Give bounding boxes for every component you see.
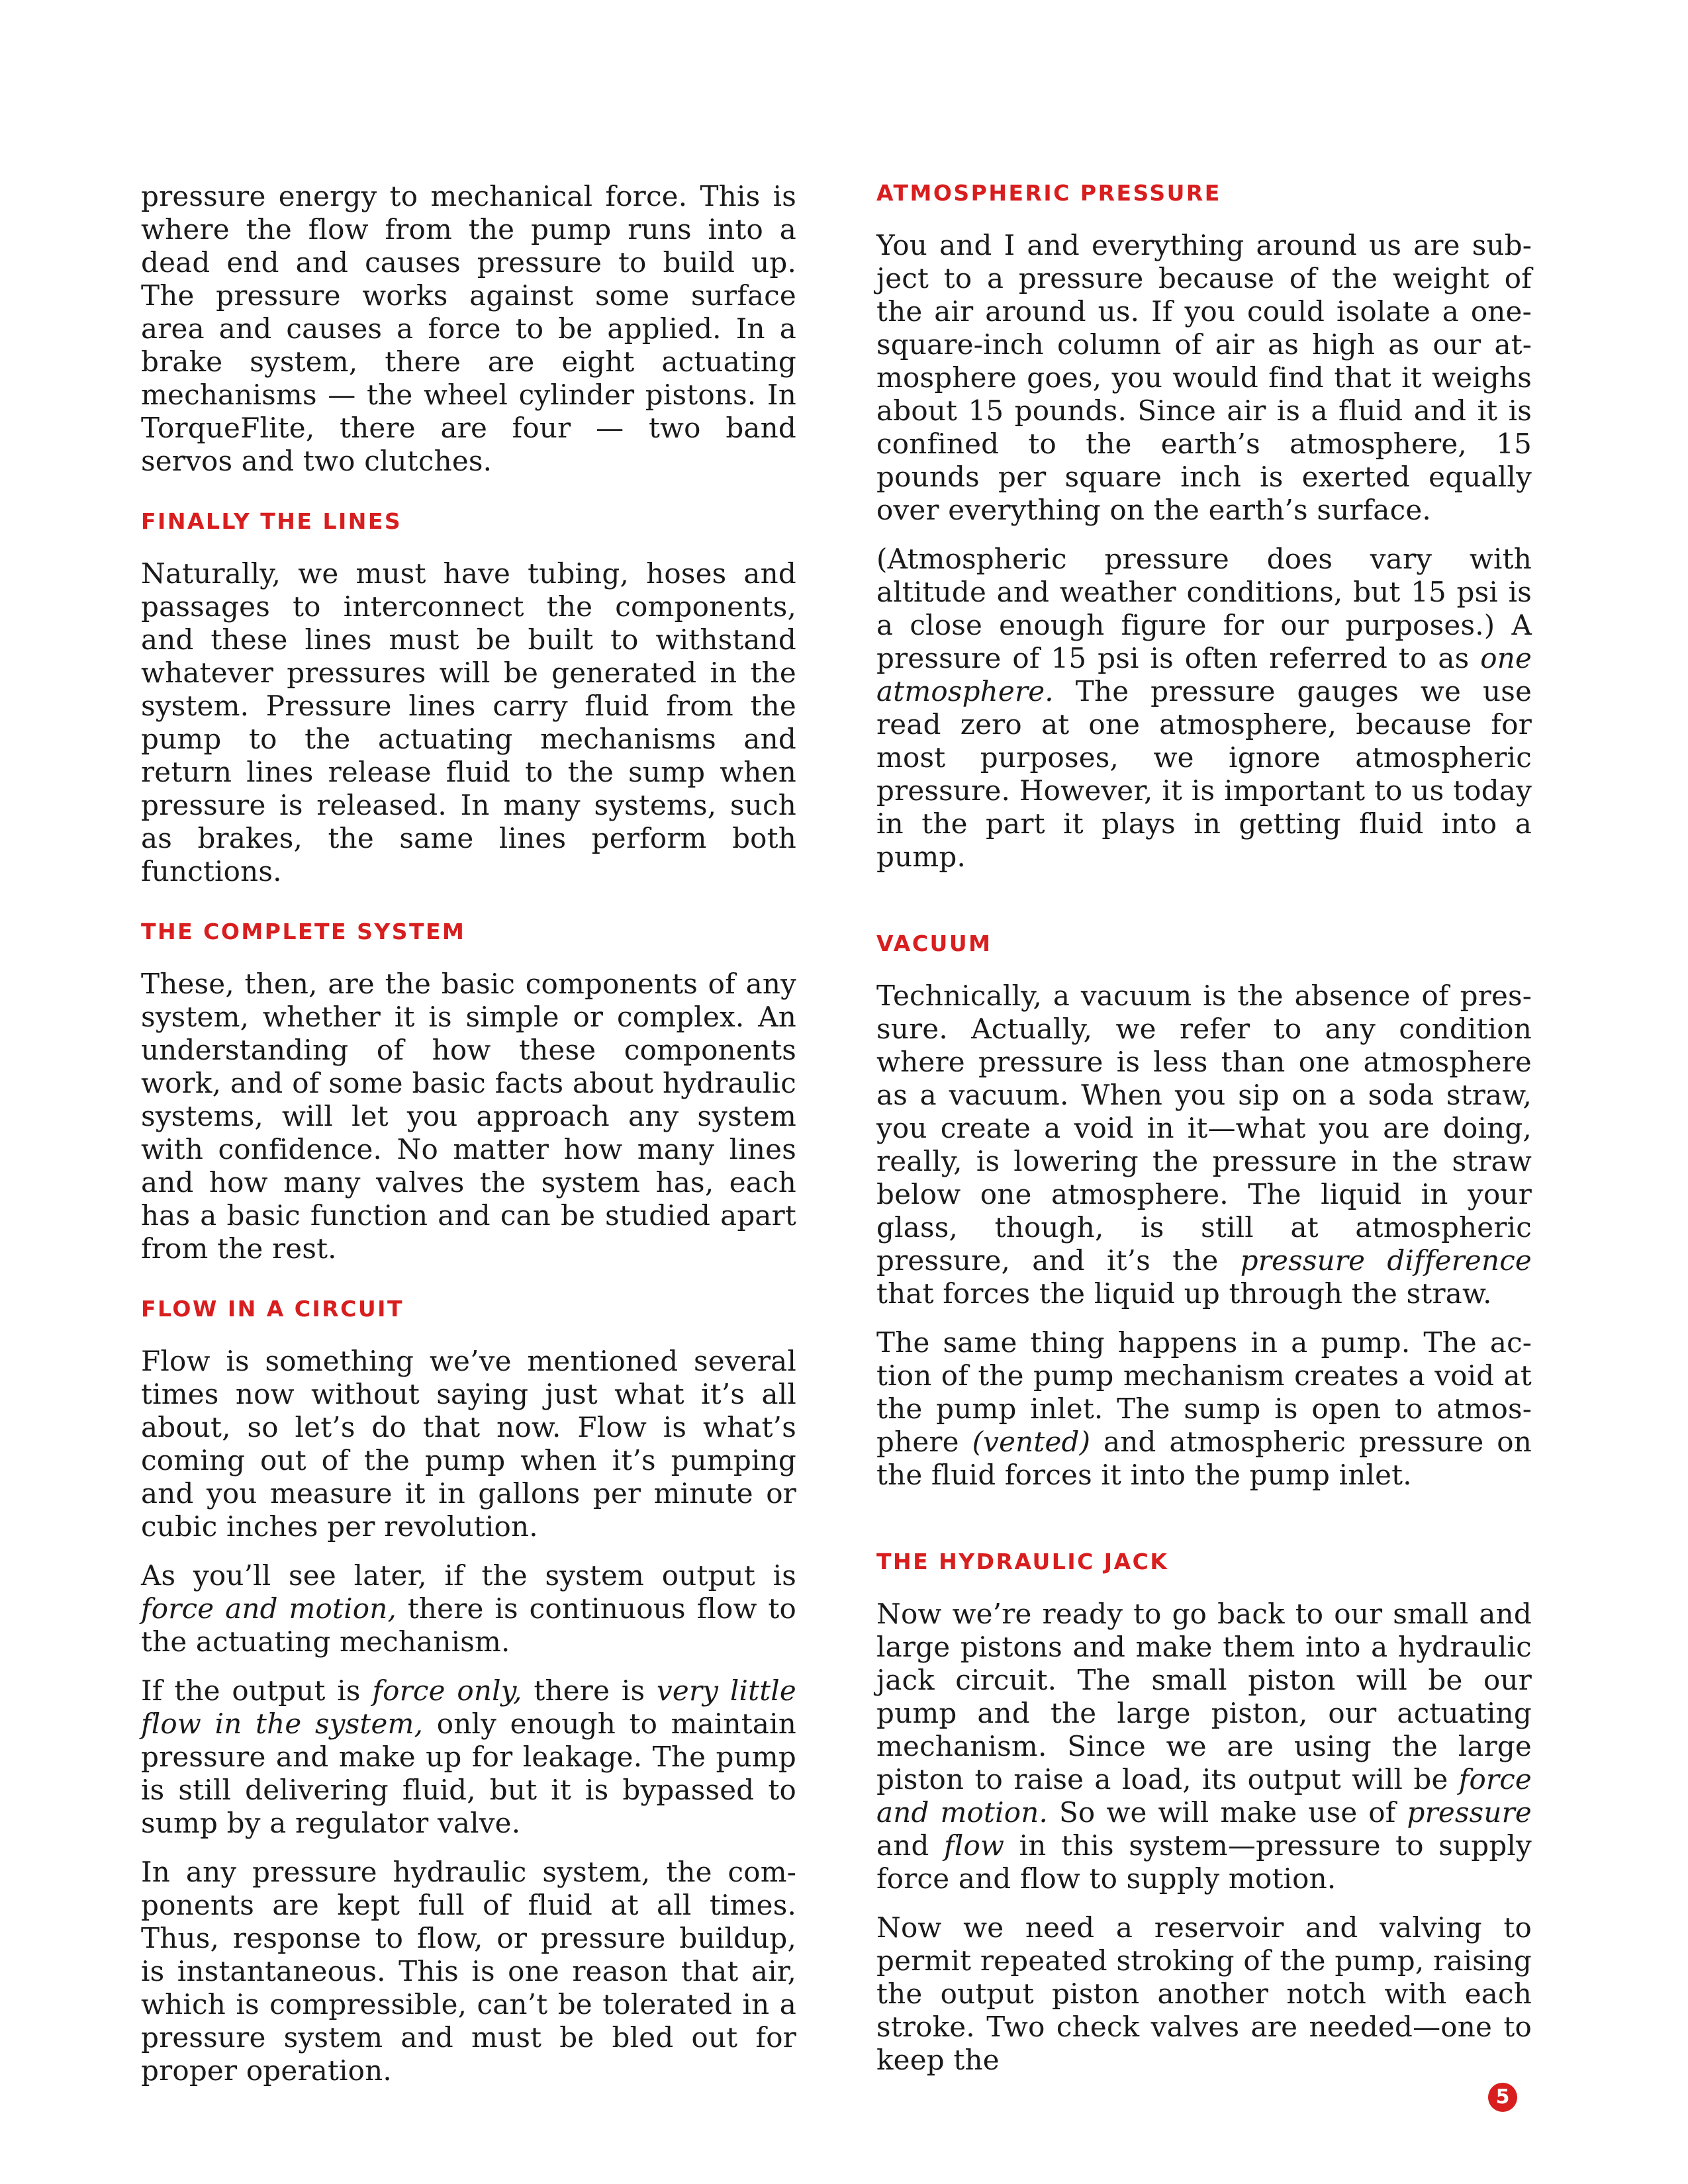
right-column (876, 180, 1532, 2093)
paragraph: pressure energy to mechanical force. This is where the flow from the pump runs into a dead end and causes pressure to build up. The pressure works against some surface area and causes a force to be applied. In a brake system, there are eight actuating mechanisms — the wheel cylinder pistons. In TorqueFlite, there are four — two band servos and two clutches. (141, 180, 796, 477)
paragraph: Now we’re ready to go back to our small and large pistons and make them into a hydraulic jack circuit. The small piston will be our pump and the large piston, our actuating mechanism. Since we are using the large piston to raise a load, its output will be force and motion. So we will make use of pressure and flow in this system—pressure to supply force and flow to supply motion. (876, 1598, 1532, 1895)
section-heading: THE COMPLETE SYSTEM (141, 919, 466, 944)
paragraph: If the output is force only, there is very little flow in the system, only enough to maintain pressure and make up for leakage. The pump is still delivering fluid, but it is bypassed to sump by a regulator valve. (141, 1674, 797, 1839)
paragraph: Technically, a vacuum is the absence of pressure. Actually, we refer to any condition where pressure is less than one atmosphere as a vacuum. When you sip on a soda straw, you create a void in it—what you are doing, really, is lowering the pressure in the straw below one atmosphere. The liquid in your glass, though, is still at atmospheric pressure, and it’s the pressure difference that forces the liquid up through the straw. (876, 979, 1532, 1310)
paragraph: The same thing happens in a pump. The action of the pump mechanism creates a void at the pump inlet. The sump is open to atmosphere (vented) and atmospheric pressure on the fluid forces it into the pump inlet. (876, 1326, 1532, 1491)
paragraph: These, then, are the basic components of any system, whether it is simple or complex. An understanding of how these components work, and of some basic facts about hydraulic systems, will let you approach any system with confidence. No matter how many lines and how many valves the system has, each has a basic function and can be studied apart from the rest. (141, 968, 796, 1265)
section-heading: FINALLY THE LINES (141, 508, 402, 534)
section-heading: ATMOSPHERIC PRESSURE (876, 180, 1221, 206)
paragraph: Naturally, we must have tubing, hoses and passages to interconnect the components, and these lines must be built to withstand whatever pressures will be generated in the system. Pressure lines carry fluid from the pump to the actuating mechanisms and return lines release fluid to the sump when pressure is released. In many systems, such as brakes, the same lines perform both functions. (141, 557, 796, 887)
section-heading: THE HYDRAULIC JACK (876, 1549, 1169, 1574)
page-number-badge: 5 (1488, 2083, 1517, 2112)
paragraph: (Atmospheric pressure does vary with altitude and weather conditions, but 15 psi is a close enough figure for our purposes.) A pressure of 15 psi is often referred to as one atmosphere. The pressure gauges we use read zero at one atmosphere, because for most purposes, we ignore atmospheric pressure. However, it is important to us today in the part it plays in getting fluid into a pump. (876, 543, 1532, 873)
paragraph: In any pressure hydraulic system, the components are kept full of fluid at all times. Thus, response to flow, or pressure buildup, is instantaneous. This is one reason that air, which is compressible, can’t be tolerated in a pressure system and must be bled out for proper operation. (141, 1856, 796, 2087)
section-heading: VACUUM (876, 931, 992, 956)
paragraph: As you’ll see later, if the system output is force and motion, there is continuous flow to the actuating mechanism. (141, 1559, 796, 1658)
section-heading: FLOW IN A CIRCUIT (141, 1296, 404, 1322)
paragraph: Flow is something we’ve mentioned several times now without saying just what it’s all about, so let’s do that now. Flow is what’s coming out of the pump when it’s pumping and you measure it in gallons per minute or cubic inches per revolution. (141, 1345, 796, 1543)
paragraph: Now we need a reservoir and valving to permit repeated stroking of the pump, raising the output piston another notch with each stroke. Two check valves are needed—one to keep the (876, 1911, 1532, 2076)
paragraph: You and I and everything around us are subject to a pressure because of the weight of the air around us. If you could isolate a one-square-inch column of air as high as our atmosphere goes, you would find that it weighs about 15 pounds. Since air is a fluid and it is confined to the earth’s atmosphere, 15 pounds per square inch is exerted equally over everything on the earth’s surface. (876, 229, 1532, 526)
left-column (141, 180, 796, 2103)
